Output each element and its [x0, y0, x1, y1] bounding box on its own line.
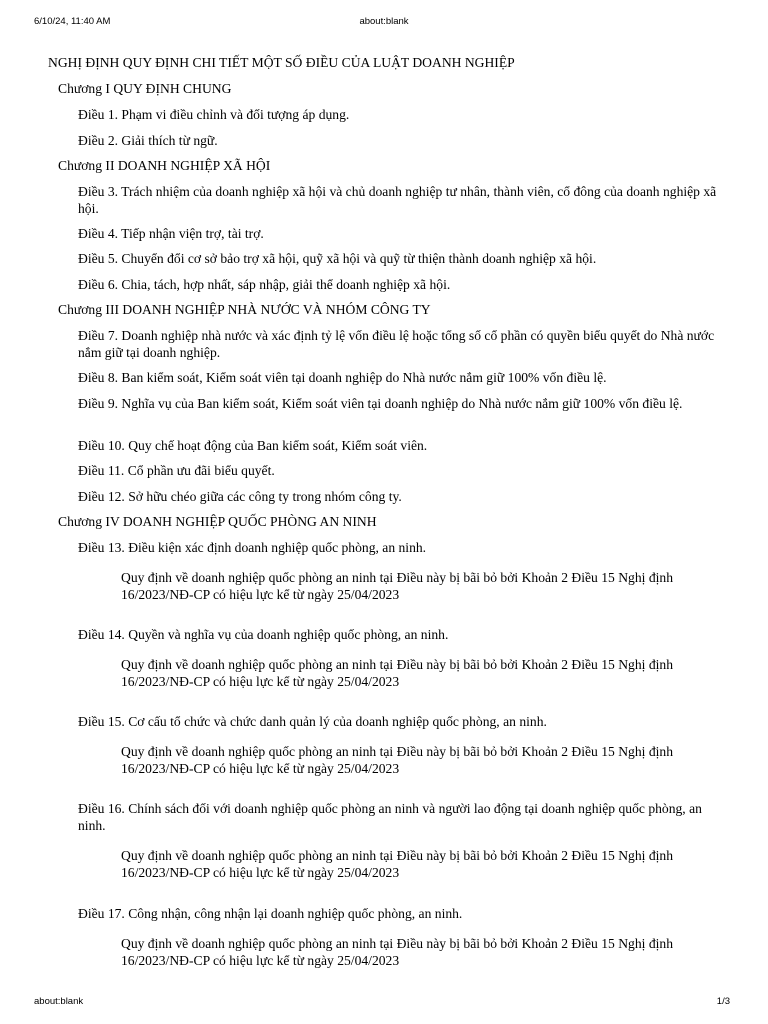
article-item: Điều 6. Chia, tách, hợp nhất, sáp nhập, giải thể doanh nghiệp xã hội.: [78, 277, 451, 292]
article-item: Điều 1. Phạm vi điều chỉnh và đối tượng áp dụng.: [78, 107, 350, 122]
repeal-note: Quy định về doanh nghiệp quốc phòng an ninh tại Điều này bị bãi bỏ bởi Khoản 2 Điều 15 Nghị định 16/2023/NĐ-CP có hiệu lực kể từ ngày 25/04/2023: [121, 570, 673, 602]
chapter-heading: Chương IV DOANH NGHIỆP QUỐC PHÒNG AN NINH: [58, 514, 377, 529]
article-item: Điều 17. Công nhận, công nhận lại doanh nghiệp quốc phòng, an ninh.: [78, 906, 463, 921]
page-number: 1/3: [716, 996, 730, 1007]
article-item: Điều 15. Cơ cấu tổ chức và chức danh quản lý của doanh nghiệp quốc phòng, an ninh.: [78, 714, 547, 729]
repeal-note: Quy định về doanh nghiệp quốc phòng an ninh tại Điều này bị bãi bỏ bởi Khoản 2 Điều 15 Nghị định 16/2023/NĐ-CP có hiệu lực kể từ ngày 25/04/2023: [121, 657, 673, 689]
repeal-note: Quy định về doanh nghiệp quốc phòng an ninh tại Điều này bị bãi bỏ bởi Khoản 2 Điều 15 Nghị định 16/2023/NĐ-CP có hiệu lực kể từ ngày 25/04/2023: [121, 936, 673, 968]
chapter-heading: Chương II DOANH NGHIỆP XÃ HỘI: [58, 158, 271, 173]
article-item: Điều 14. Quyền và nghĩa vụ của doanh nghiệp quốc phòng, an ninh.: [78, 627, 449, 642]
article-item: Điều 2. Giải thích từ ngữ.: [78, 133, 218, 148]
article-item: Điều 12. Sở hữu chéo giữa các công ty trong nhóm công ty.: [78, 489, 402, 504]
article-item: Điều 8. Ban kiểm soát, Kiểm soát viên tại doanh nghiệp do Nhà nước nắm giữ 100% vốn điều lệ.: [78, 370, 607, 385]
article-item: Điều 5. Chuyển đổi cơ sở bảo trợ xã hội, quỹ xã hội và quỹ từ thiện thành doanh nghiệp xã hội.: [78, 251, 597, 266]
document-title: NGHỊ ĐỊNH QUY ĐỊNH CHI TIẾT MỘT SỐ ĐIỀU CỦA LUẬT DOANH NGHIỆP: [48, 55, 515, 70]
article-item: Điều 9. Nghĩa vụ của Ban kiểm soát, Kiểm soát viên tại doanh nghiệp do Nhà nước nắm giữ 100% vốn điều lệ.: [78, 396, 683, 411]
article-item: Điều 3. Trách nhiệm của doanh nghiệp xã hội và chủ doanh nghiệp tư nhân, thành viên, cổ đông của doanh nghiệp xã hội.: [78, 184, 717, 216]
print-datetime: 6/10/24, 11:40 AM: [34, 16, 111, 27]
print-page-title: about:blank: [359, 16, 409, 27]
print-header: [0, 16, 768, 30]
article-item: Điều 7. Doanh nghiệp nhà nước và xác định tỷ lệ vốn điều lệ hoặc tổng số cổ phần có quyền biểu quyết do Nhà nước nắm giữ tại doanh nghiệp.: [78, 328, 715, 360]
print-url: about:blank: [34, 996, 84, 1007]
article-item: Điều 4. Tiếp nhận viện trợ, tài trợ.: [78, 226, 264, 241]
repeal-note: Quy định về doanh nghiệp quốc phòng an ninh tại Điều này bị bãi bỏ bởi Khoản 2 Điều 15 Nghị định 16/2023/NĐ-CP có hiệu lực kể từ ngày 25/04/2023: [121, 744, 673, 776]
article-item: Điều 10. Quy chế hoạt động của Ban kiểm soát, Kiểm soát viên.: [78, 438, 428, 453]
article-item: Điều 13. Điều kiện xác định doanh nghiệp quốc phòng, an ninh.: [78, 540, 427, 555]
article-item: Điều 11. Cổ phần ưu đãi biểu quyết.: [78, 463, 275, 478]
chapter-heading: Chương I QUY ĐỊNH CHUNG: [58, 81, 232, 96]
article-item: Điều 16. Chính sách đối với doanh nghiệp quốc phòng an ninh và người lao động tại doanh nghiệp quốc phòng, an ninh.: [78, 801, 702, 833]
chapter-heading: Chương III DOANH NGHIỆP NHÀ NƯỚC VÀ NHÓM CÔNG TY: [58, 302, 431, 317]
repeal-note: Quy định về doanh nghiệp quốc phòng an ninh tại Điều này bị bãi bỏ bởi Khoản 2 Điều 15 Nghị định 16/2023/NĐ-CP có hiệu lực kể từ ngày 25/04/2023: [121, 848, 673, 880]
print-footer: [0, 996, 768, 1010]
